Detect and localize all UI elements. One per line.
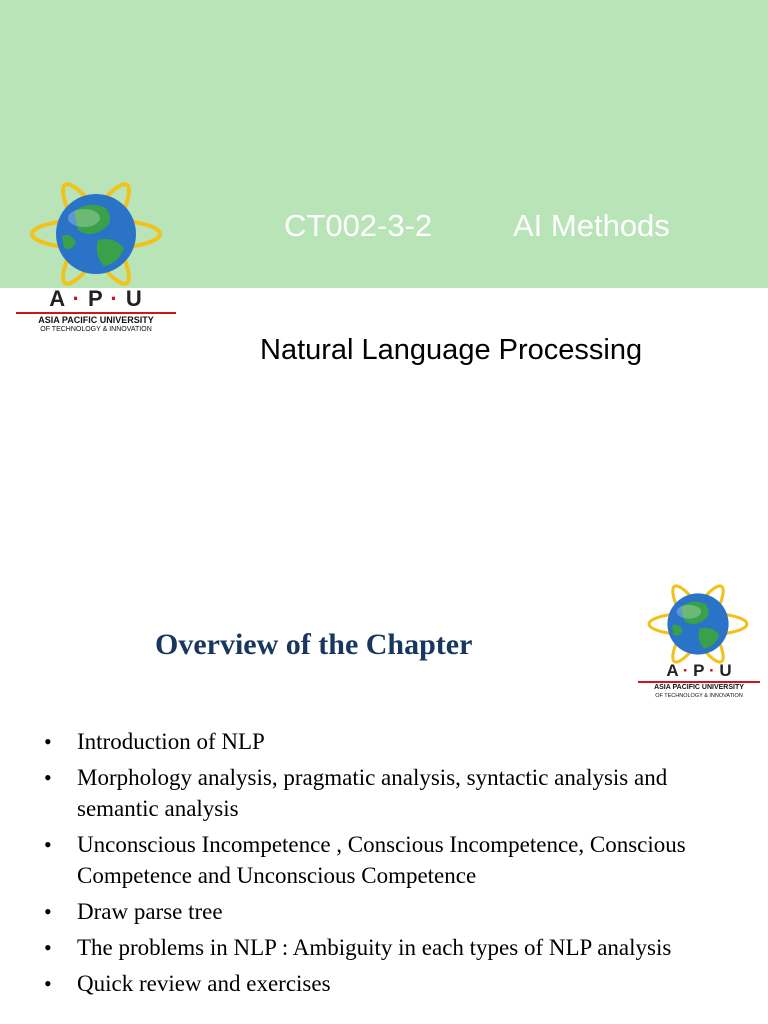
logo-rule xyxy=(16,312,176,314)
bullet-icon: • xyxy=(44,935,52,960)
logo-university-tagline: OF TECHNOLOGY & INNOVATION xyxy=(655,693,743,699)
logo-university-tagline: OF TECHNOLOGY & INNOVATION xyxy=(40,326,152,333)
list-item xyxy=(44,896,724,927)
bullet-icon: • xyxy=(44,832,52,857)
list-item xyxy=(44,726,724,757)
overview-bullet-list xyxy=(44,726,724,1004)
logo-rule xyxy=(638,681,760,683)
list-item xyxy=(44,762,724,824)
list-item xyxy=(44,829,724,891)
globe-with-orbits-icon xyxy=(28,178,164,290)
bullet-icon: • xyxy=(44,765,52,790)
logo-university-name: ASIA PACIFIC UNIVERSITY xyxy=(38,315,154,325)
slide-subtitle: Natural Language Processing xyxy=(260,334,643,366)
course-name: AI Methods xyxy=(513,208,670,243)
bullet-icon: • xyxy=(44,899,52,924)
bullet-icon: • xyxy=(44,729,52,754)
apu-logo xyxy=(12,178,180,338)
list-item-text: Introduction of NLP xyxy=(77,729,265,754)
list-item-text: Morphology analysis, pragmatic analysis, syntactic analysis and semantic analysis xyxy=(77,765,668,821)
apu-logo xyxy=(636,580,762,702)
logo-university-name: ASIA PACIFIC UNIVERSITY xyxy=(654,684,744,691)
list-item xyxy=(44,968,724,999)
chapter-title: Overview of the Chapter xyxy=(155,628,473,661)
globe-with-orbits-icon xyxy=(646,580,750,668)
logo-apu-letters: A · P · U xyxy=(49,286,143,311)
list-item-text: Draw parse tree xyxy=(77,899,223,924)
list-item xyxy=(44,932,724,963)
logo-apu-letters: A · P · U xyxy=(666,661,732,680)
list-item-text: Quick review and exercises xyxy=(77,971,331,996)
list-item-text: Unconscious Incompetence , Conscious Incompetence, Conscious Competence and Unconscious Competence xyxy=(77,832,686,888)
course-code: CT002-3-2 xyxy=(284,208,433,243)
bullet-icon: • xyxy=(44,971,52,996)
list-item-text: The problems in NLP : Ambiguity in each types of NLP analysis xyxy=(77,935,672,960)
overview-slide xyxy=(0,560,768,1024)
